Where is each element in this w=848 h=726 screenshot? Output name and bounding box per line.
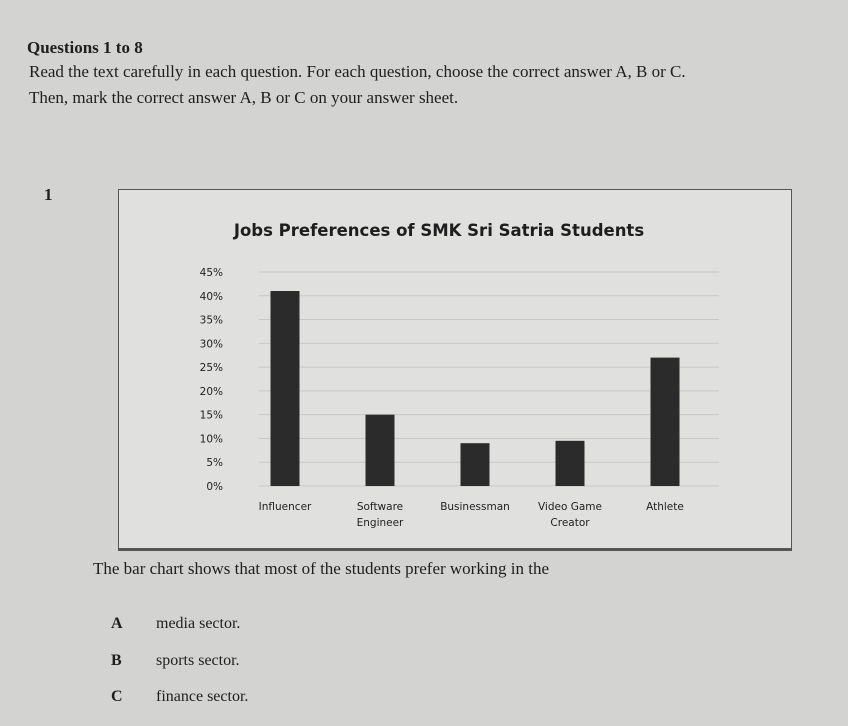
option-c-text: finance sector. <box>156 688 249 705</box>
y-tick-label: 45% <box>199 267 223 279</box>
y-tick-label: 20% <box>199 385 223 398</box>
x-tick-label: Software <box>356 501 404 513</box>
x-tick-label: Creator <box>550 517 590 529</box>
bar <box>461 443 490 486</box>
question-stem: The bar chart shows that most of the students prefer working in the <box>93 559 550 578</box>
chart-title: Jobs Preferences of SMK Sri Satria Students <box>233 221 645 240</box>
bar <box>556 441 585 486</box>
option-b-letter: B <box>111 652 122 669</box>
option-c[interactable] <box>111 688 248 706</box>
y-tick-label: 30% <box>199 338 223 351</box>
instruction-line-2: Then, mark the correct answer A, B or C on your answer sheet. <box>29 88 459 107</box>
option-b[interactable] <box>111 652 240 670</box>
bar <box>651 358 680 486</box>
bar <box>366 415 395 486</box>
y-tick-label: 25% <box>199 362 223 375</box>
x-tick-label: Influencer <box>258 501 312 513</box>
bar-chart <box>118 189 792 551</box>
option-a[interactable] <box>111 615 240 633</box>
y-tick-label: 15% <box>199 409 223 422</box>
option-b-text: sports sector. <box>156 652 240 669</box>
section-heading: Questions 1 to 8 <box>27 38 143 57</box>
option-c-letter: C <box>111 688 123 705</box>
bar <box>271 291 300 486</box>
bar-chart-svg <box>119 190 791 548</box>
option-a-letter: A <box>111 615 123 632</box>
x-tick-label: Athlete <box>646 501 684 513</box>
x-tick-label: Businessman <box>440 501 510 513</box>
y-tick-label: 5% <box>206 457 223 470</box>
y-tick-label: 10% <box>199 433 223 446</box>
x-tick-label: Video Game <box>537 501 603 513</box>
y-tick-label: 40% <box>199 290 223 303</box>
instruction-line-1: Read the text carefully in each question. For each question, choose the correct answer A, B or C. <box>29 62 686 81</box>
x-tick-label: Engineer <box>356 517 404 529</box>
question-number: 1 <box>44 185 53 204</box>
option-a-text: media sector. <box>156 615 241 632</box>
y-tick-label: 35% <box>199 314 223 327</box>
y-tick-label: 0% <box>206 481 223 493</box>
